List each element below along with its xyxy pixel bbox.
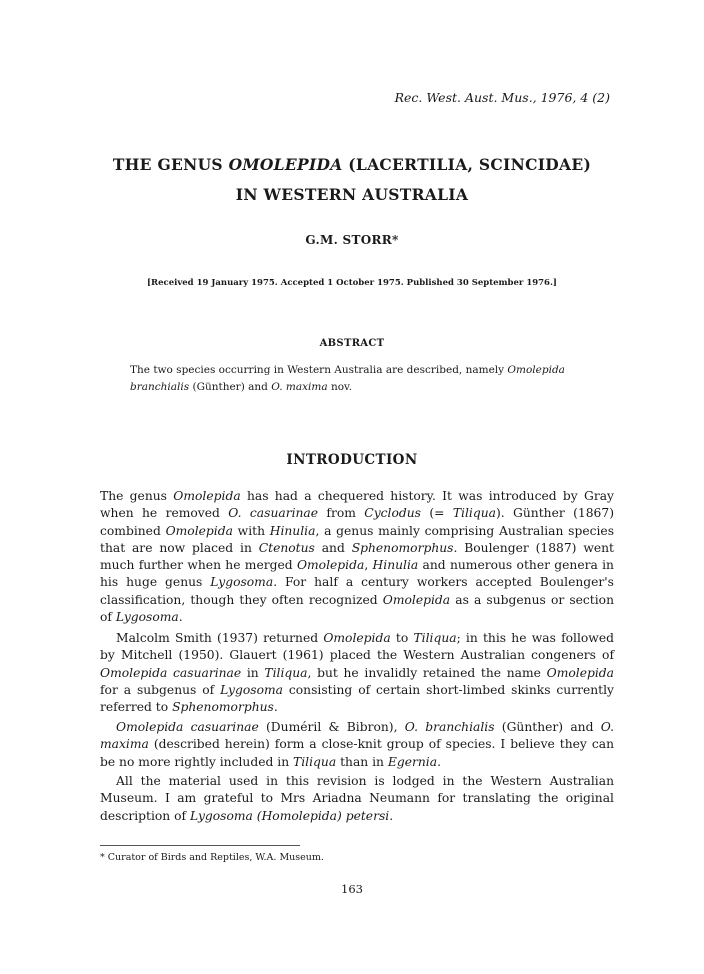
text-run: and numerous other genera in his huge genus: [100, 558, 614, 590]
text-run: (=: [420, 506, 453, 521]
text-run: and: [314, 540, 352, 555]
text-run: Malcolm Smith (1937) returned: [116, 631, 324, 645]
text-run: for a subgenus of: [100, 682, 221, 697]
title-line-2: IN WESTERN AUSTRALIA: [235, 185, 469, 204]
text-run: to: [390, 631, 414, 645]
italic-term: Omolepida: [173, 489, 241, 503]
italic-term: Hinulia: [372, 558, 419, 573]
abstract-text: The two species occurring in Western Australia are described, namely Omolepida branchialis (Günther) and O. maxima nov.: [130, 364, 565, 393]
text-run: .: [273, 700, 278, 715]
text-run: (Günther) and: [494, 720, 601, 734]
title-line-1: THE GENUS OMOLEPIDA (LACERTILIA, SCINCIDAE): [112, 155, 592, 174]
italic-term: Omolepida: [165, 523, 233, 538]
footnote: * Curator of Birds and Reptiles, W.A. Museum.: [100, 852, 324, 863]
italic-term: Tiliqua: [413, 631, 457, 645]
text-run: (Duméril & Bibron),: [258, 720, 405, 734]
text-run: has had a chequered history. It was introduced by Gray when he removed: [100, 489, 615, 521]
text-run: , a genus mainly comprising Australian species that are now placed in: [100, 523, 615, 555]
italic-term: Sphenomorphus: [351, 540, 454, 555]
text-run: The genus: [100, 489, 174, 503]
article-title: [0, 150, 704, 210]
italic-term: Lygosoma: [115, 610, 179, 625]
italic-term: O. branchialis: [404, 720, 495, 734]
italic-term: Lygosoma: [210, 575, 274, 590]
italic-term: Omolepida casuarinae: [100, 665, 242, 680]
page-number: 163: [341, 882, 363, 896]
text-run: .: [389, 808, 394, 823]
text-run: consisting of certain short-limbed skinks currently referred to: [100, 682, 614, 715]
italic-term: O. casuarinae: [228, 506, 319, 521]
text-run: in: [241, 665, 265, 680]
italic-term: O. maxima: [100, 720, 614, 752]
intro-paragraph-4: [100, 773, 614, 825]
text-run: .: [178, 610, 183, 625]
introduction-heading: INTRODUCTION: [286, 452, 418, 468]
text-run: from: [318, 506, 365, 521]
italic-term: Tiliqua: [452, 506, 496, 521]
text-run: than in: [336, 754, 388, 769]
abstract-heading: ABSTRACT: [319, 338, 385, 349]
italic-term: Omolepida: [296, 558, 365, 573]
text-run: All the material used in this revision is lodged in the Western Australian Museum. I am grateful to Mrs Ariadna Neumann for translating the original description of: [100, 774, 614, 823]
intro-paragraph-1: [100, 488, 614, 626]
text-run: . Boulenger (1887) went much further when he merged: [100, 540, 614, 573]
italic-term: Egernia: [387, 754, 438, 769]
italic-term: Hinulia: [269, 523, 316, 538]
intro-paragraph-3: [100, 719, 614, 771]
italic-term: Omolepida: [382, 592, 451, 607]
text-run: (described herein) form a close-knit group of species. I believe they can be no more rightly included in: [100, 737, 614, 769]
text-run: , but he invalidly retained the name: [307, 665, 547, 680]
italic-term: Cyclodus: [364, 506, 421, 521]
italic-term: Ctenotus: [258, 540, 315, 555]
italic-term: Sphenomorphus: [172, 700, 274, 715]
text-run: ; in this he was followed by Mitchell (1950). Glauert (1961) placed the Western Australian congeners of: [100, 631, 614, 663]
text-run: ,: [364, 558, 373, 573]
text-run: .: [437, 754, 441, 769]
publication-dates: [Received 19 January 1975. Accepted 1 October 1975. Published 30 September 1976.]: [147, 278, 557, 288]
italic-term: Tiliqua: [293, 754, 337, 769]
journal-citation: Rec. West. Aust. Mus., 1976, 4 (2): [394, 90, 610, 105]
italic-term: Omolepida casuarinae: [116, 720, 259, 734]
intro-paragraph-2: [100, 630, 614, 716]
italic-term: Lygosoma: [220, 682, 283, 697]
author: G.M. STORR*: [305, 233, 399, 247]
text-run: as a subgenus or section of: [100, 592, 615, 625]
footnote-divider: [100, 845, 300, 846]
text-run: with: [232, 523, 270, 538]
italic-term: Omolepida: [546, 665, 614, 680]
text-run: ). Günther (1867) combined: [100, 506, 614, 538]
italic-term: Tiliqua: [264, 665, 308, 680]
italic-term: Lygosoma (Homolepida) petersi: [190, 808, 390, 823]
text-run: . For half a century workers accepted Boulenger's classification, though they often recognized: [100, 575, 614, 607]
italic-term: Omolepida: [323, 631, 391, 645]
